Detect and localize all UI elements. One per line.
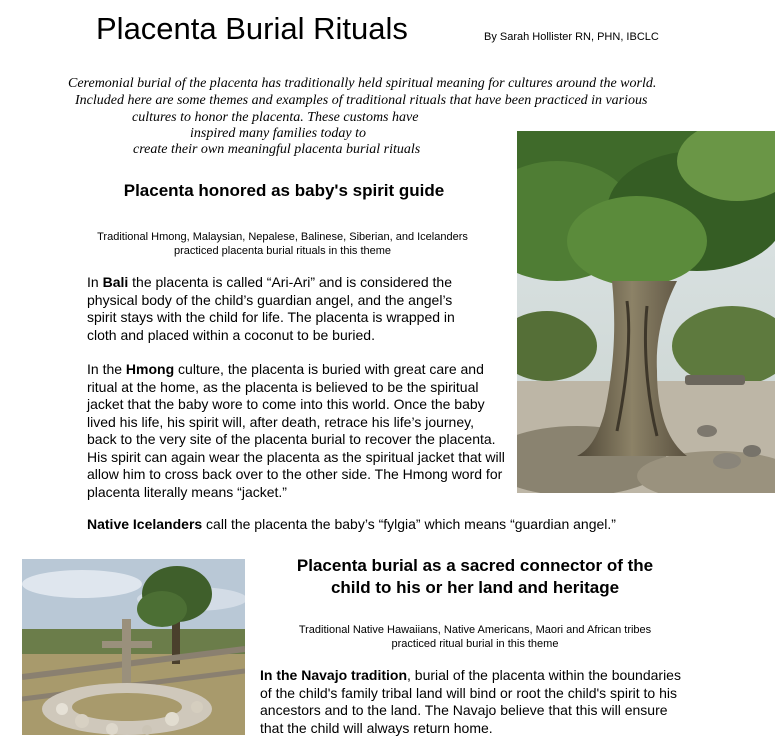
intro-line-1: Ceremonial burial of the placenta has traditionally held spiritual meaning for cultures around the world. [68, 76, 657, 91]
section-2-note-line-2: practiced ritual burial in this theme [391, 638, 559, 650]
section-2-note [255, 623, 695, 651]
iceland-paragraph [87, 516, 687, 534]
section-1-note [40, 230, 525, 258]
section-1-note-line-2: practiced placenta burial rituals in this theme [173, 245, 392, 257]
burial-site-photo [22, 559, 245, 735]
section-2-heading [255, 555, 695, 599]
intro-line-2: Included here are some themes and examples of traditional rituals that have been practiced in various [75, 93, 648, 108]
bali-paragraph [87, 274, 482, 344]
navajo-text: , burial of the placenta within the boundaries of the child's family tribal land will bind or root the child's spirit to his ancestors and to the land. The Navajo believe that this will ensure that the child will always return home. [260, 667, 681, 736]
section-1-heading: Placenta honored as baby's spirit guide [123, 181, 445, 200]
hmong-term: Hmong [125, 361, 175, 377]
section-2-heading-line-1: Placenta burial as a sacred connector of the [296, 556, 654, 575]
bali-term: Bali [102, 274, 129, 290]
hmong-prefix: In the [87, 361, 126, 377]
intro-line-3: cultures to honor the placenta. These customs have [132, 110, 419, 125]
iceland-term: Native Icelanders [87, 516, 203, 532]
hmong-paragraph [87, 361, 507, 501]
tree-photo [517, 131, 775, 493]
hmong-text: culture, the placenta is buried with great care and ritual at the home, as the placenta is believed to be the spiritual jacket that the baby wore to come into this world. Once the baby lived his life, his spirit will, after death, retrace his life’s journey, back to the very site of the placenta burial to recover the placenta. His spirit can again wear the placenta as the spiritual jacket that will allow him to cross back over to the other side. The Hmong word for placenta literally means “jacket.” [87, 361, 505, 500]
section-2-heading-line-2: child to his or her land and heritage [330, 578, 620, 597]
bali-prefix: In [87, 274, 103, 290]
intro-line-5: create their own meaningful placenta burial rituals [133, 142, 421, 157]
bali-text: the placenta is called “Ari-Ari” and is considered the physical body of the child’s guardian angel, and the angel’s spirit stays with the child for life. The placenta is wrapped in cloth and placed within a coconut to be buried. [87, 274, 455, 343]
section-2-note-line-1: Traditional Native Hawaiians, Native Americans, Maori and African tribes [298, 624, 652, 636]
navajo-term: In the Navajo tradition [260, 667, 408, 683]
section-1-note-line-1: Traditional Hmong, Malaysian, Nepalese, Balinese, Siberian, and Icelanders [97, 231, 468, 243]
page-title: Placenta Burial Rituals [96, 11, 408, 46]
iceland-text: call the placenta the baby’s “fylgia” which means “guardian angel.” [202, 516, 616, 532]
author-byline: By Sarah Hollister RN, PHN, IBCLC [484, 31, 659, 43]
intro-line-4: inspired many families today to [190, 126, 367, 141]
navajo-paragraph [260, 667, 685, 737]
